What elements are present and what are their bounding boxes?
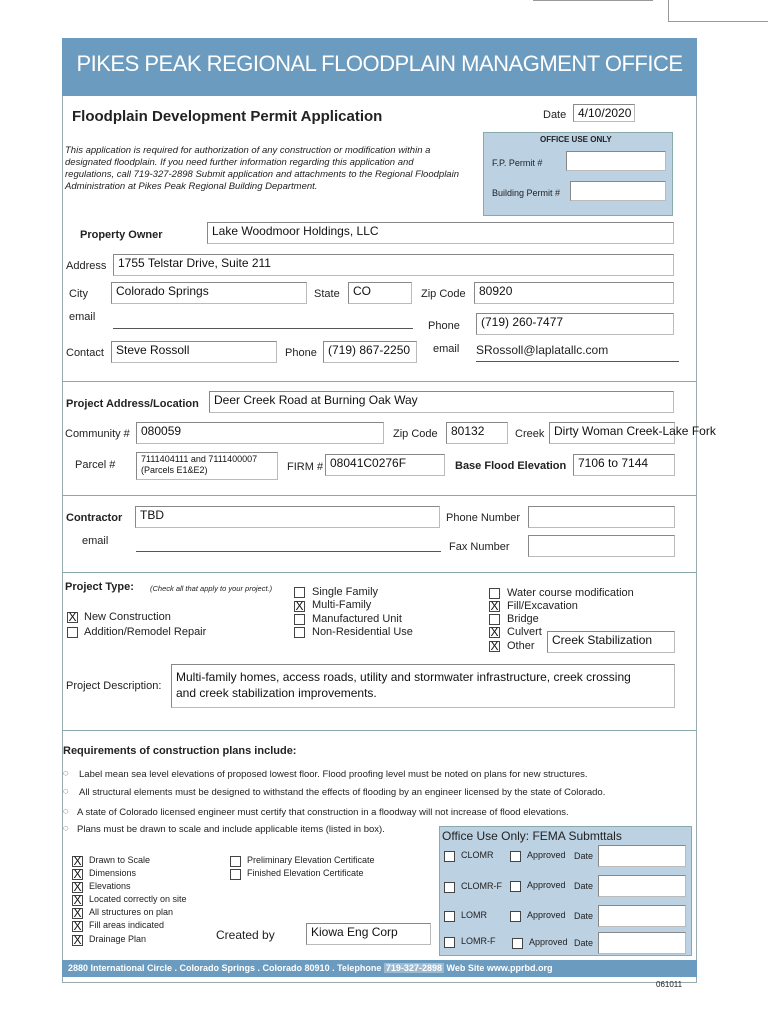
requirement-item: All structural elements must be designed to withstand the effects of flooding by an engineer licensed by the state of Colorado. <box>79 787 606 798</box>
created-by-label: Created by <box>216 928 275 942</box>
page-title: PIKES PEAK REGIONAL FLOODPLAIN MANAGMENT OFFICE <box>62 38 697 96</box>
state-field[interactable]: CO <box>348 282 412 304</box>
zip-field[interactable]: 80920 <box>474 282 674 304</box>
clomr-f-label: CLOMR-F <box>461 881 502 891</box>
fp-permit-field[interactable] <box>566 151 666 171</box>
requirement-item: Label mean sea level elevations of proposed lowest floor. Flood proofing level must be noted on plans for new structures. <box>79 769 588 780</box>
checkbox-addition-remodel[interactable] <box>67 627 78 638</box>
community-field[interactable]: 080059 <box>136 422 384 444</box>
date-label: Date <box>574 938 594 948</box>
building-permit-label: Building Permit # <box>492 188 561 198</box>
checkbox-lomr[interactable] <box>444 911 455 922</box>
plan-item-label: Drainage Plan <box>89 934 147 944</box>
corner-line <box>533 0 653 1</box>
req-bullet-icon: ◌ <box>63 806 69 817</box>
building-permit-field[interactable] <box>570 181 666 201</box>
creek-label: Creek <box>515 428 545 440</box>
divider <box>62 730 697 731</box>
plan-item-label: Drawn to Scale <box>89 855 151 865</box>
requirement-item: A state of Colorado licensed engineer must certify that construction in a floodway will not increase of flood elevations. <box>77 807 569 818</box>
form-title: Floodplain Development Permit Application <box>72 108 383 125</box>
contact-phone-label: Phone <box>285 347 317 359</box>
contact-field[interactable]: Steve Rossoll <box>111 341 277 363</box>
checkbox-culvert[interactable]: X <box>490 625 499 639</box>
corner-bracket <box>668 0 768 22</box>
checkbox-plan-item[interactable]: X <box>73 906 82 920</box>
checkbox-water-course[interactable] <box>489 588 500 599</box>
divider <box>62 495 697 496</box>
multi-family-label: Multi-Family <box>312 599 372 611</box>
divider <box>62 381 697 382</box>
owner-field[interactable]: Lake Woodmoor Holdings, LLC <box>207 222 674 244</box>
parcel-field[interactable] <box>136 452 278 480</box>
checkbox-lomr-approved[interactable] <box>510 911 521 922</box>
contractor-phone-label: Phone Number <box>446 512 520 524</box>
parcel-line2: (Parcels E1&E2) <box>141 465 208 475</box>
single-family-label: Single Family <box>312 586 379 598</box>
bfe-field[interactable]: 7106 to 7144 <box>573 454 675 476</box>
project-type-hint: (Check all that apply to your project.) <box>150 584 273 593</box>
address-field[interactable]: 1755 Telstar Drive, Suite 211 <box>113 254 674 276</box>
checkbox-non-residential[interactable] <box>294 627 305 638</box>
plan-item-label: Dimensions <box>89 868 137 878</box>
checkbox-multi-family[interactable]: X <box>295 599 304 613</box>
owner-label: Property Owner <box>80 229 163 241</box>
project-address-field[interactable]: Deer Creek Road at Burning Oak Way <box>209 391 674 413</box>
manufactured-unit-label: Manufactured Unit <box>312 613 402 625</box>
addition-remodel-label: Addition/Remodel Repair <box>84 626 207 638</box>
parcel-label: Parcel # <box>75 459 116 471</box>
zip-label: Zip Code <box>421 288 466 300</box>
project-zip-field[interactable]: 80132 <box>446 422 508 444</box>
checkbox-bridge[interactable] <box>489 614 500 625</box>
date-label: Date <box>543 109 567 121</box>
lomr-f-date-field[interactable] <box>598 932 686 954</box>
plan-item-label: Fill areas indicated <box>89 920 165 930</box>
bfe-label: Base Flood Elevation <box>455 460 567 472</box>
contractor-label: Contractor <box>66 512 123 524</box>
date-label: Date <box>574 851 594 861</box>
new-construction-label: New Construction <box>84 611 171 623</box>
plan-item-label: Located correctly on site <box>89 894 187 904</box>
requirements-title: Requirements of construction plans include: <box>63 745 297 757</box>
plan-item-label: Elevations <box>89 881 131 891</box>
lomr-label: LOMR <box>461 910 488 920</box>
date-field[interactable]: 4/10/2020 <box>573 104 635 122</box>
checkbox-finished-cert[interactable] <box>230 869 241 880</box>
project-address-label: Project Address/Location <box>66 398 199 410</box>
firm-field[interactable]: 08041C0276F <box>325 454 445 476</box>
lomr-f-label: LOMR-F <box>461 936 496 946</box>
date-label: Date <box>574 881 594 891</box>
culvert-label: Culvert <box>507 626 542 638</box>
other-label: Other <box>507 640 535 652</box>
requirement-item: Plans must be drawn to scale and include applicable items (listed in box). <box>77 824 385 835</box>
approved-label: Approved <box>527 910 566 920</box>
contractor-email-label: email <box>82 535 109 547</box>
footer-bar <box>62 960 697 977</box>
description-line1: Multi-family homes, access roads, utility and stormwater infrastructure, creek crossing <box>176 670 631 684</box>
fax-label: Fax Number <box>449 541 510 553</box>
firm-label: FIRM # <box>287 461 324 473</box>
checkbox-other[interactable]: X <box>490 639 499 653</box>
checkbox-new-construction[interactable]: X <box>68 610 77 624</box>
contact-email-label: email <box>433 343 460 355</box>
approved-label: Approved <box>529 937 568 947</box>
bridge-label: Bridge <box>507 613 539 625</box>
date-label: Date <box>574 911 594 921</box>
approved-label: Approved <box>527 880 566 890</box>
checkbox-plan-item[interactable]: X <box>73 933 82 947</box>
footer-web: Web Site www.pprbd.org <box>443 963 553 973</box>
owner-phone-label: Phone <box>428 320 460 332</box>
community-label: Community # <box>65 428 130 440</box>
req-bullet-icon: ◌ <box>63 823 69 834</box>
clomr-date-field[interactable] <box>598 845 686 867</box>
email-field[interactable] <box>113 314 413 329</box>
state-label: State <box>314 288 340 300</box>
fill-excavation-label: Fill/Excavation <box>507 600 578 612</box>
req-bullet-icon: ◌ <box>63 786 69 797</box>
other-field[interactable]: Creek Stabilization <box>547 631 675 653</box>
project-type-label: Project Type: <box>65 581 134 593</box>
checkbox-prelim-cert[interactable] <box>230 856 241 867</box>
checkbox-plan-item[interactable]: X <box>73 867 82 881</box>
created-by-field[interactable]: Kiowa Eng Corp <box>306 923 431 945</box>
footer-address: 2880 International Circle . Colorado Springs . Colorado 80910 . Telephone <box>68 963 384 973</box>
water-course-label: Water course modification <box>507 587 634 599</box>
fp-permit-label: F.P. Permit # <box>492 158 543 168</box>
contractor-field[interactable]: TBD <box>135 506 440 528</box>
divider <box>62 572 697 573</box>
parcel-line1: 7111404111 and 7111400007 <box>141 454 258 464</box>
contractor-phone-field[interactable] <box>528 506 675 528</box>
description-field[interactable] <box>171 664 675 708</box>
city-label: City <box>69 288 88 300</box>
office-use-box <box>483 132 673 216</box>
description-line2: and creek stabilization improvements. <box>176 686 377 700</box>
contact-label: Contact <box>66 347 104 359</box>
contact-email-field[interactable]: SRossoll@laplatallc.com <box>476 343 679 362</box>
project-zip-label: Zip Code <box>393 428 438 440</box>
checkbox-clomr[interactable] <box>444 851 455 862</box>
req-bullet-icon: ◌ <box>63 768 69 779</box>
checkbox-lomr-f-approved[interactable] <box>512 938 523 949</box>
city-field[interactable]: Colorado Springs <box>111 282 307 304</box>
form-number: 061011 <box>656 980 683 989</box>
address-label: Address <box>66 260 107 272</box>
office-use-title: OFFICE USE ONLY <box>540 135 612 144</box>
checkbox-plan-item[interactable]: X <box>73 893 82 907</box>
finished-cert-label: Finished Elevation Certificate <box>247 868 364 878</box>
fema-title: Office Use Only: FEMA Submttals <box>442 829 622 843</box>
intro-text: This application is required for authorization of any construction or modification within a designated floodplain. If you need further information regarding this application and regulations, call 719-327-2898 Submit application and attachments to the Regional Floodplain Administration at Pikes Peak Regional Building Department. <box>65 145 459 192</box>
checkbox-lomr-f[interactable] <box>444 937 455 948</box>
checkbox-clomr-approved[interactable] <box>510 851 521 862</box>
clomr-label: CLOMR <box>461 850 494 860</box>
checkbox-plan-item[interactable]: X <box>73 854 82 868</box>
description-label: Project Description: <box>66 680 162 692</box>
clomr-f-date-field[interactable] <box>598 875 686 897</box>
plan-item-label: All structures on plan <box>89 907 174 917</box>
checkbox-fill-excavation[interactable]: X <box>490 599 499 613</box>
email-label: email <box>69 311 96 323</box>
fax-field[interactable] <box>528 535 675 557</box>
contact-phone-field[interactable]: (719) 867-2250 <box>323 341 417 363</box>
checkbox-plan-item[interactable]: X <box>73 880 82 894</box>
checkbox-clomr-f[interactable] <box>444 882 455 893</box>
prelim-cert-label: Preliminary Elevation Certificate <box>247 855 375 865</box>
checkbox-plan-item[interactable]: X <box>73 919 82 933</box>
checkbox-clomr-f-approved[interactable] <box>510 881 521 892</box>
approved-label: Approved <box>527 850 566 860</box>
contractor-email-field[interactable] <box>136 536 441 552</box>
non-residential-label: Non-Residential Use <box>312 626 413 638</box>
footer-phone: 719-327-2898 <box>385 963 442 973</box>
lomr-date-field[interactable] <box>598 905 686 927</box>
owner-phone-field[interactable]: (719) 260-7477 <box>476 313 674 335</box>
checkbox-manufactured-unit[interactable] <box>294 614 305 625</box>
creek-field[interactable]: Dirty Woman Creek-Lake Fork <box>549 422 675 444</box>
checkbox-single-family[interactable] <box>294 587 305 598</box>
